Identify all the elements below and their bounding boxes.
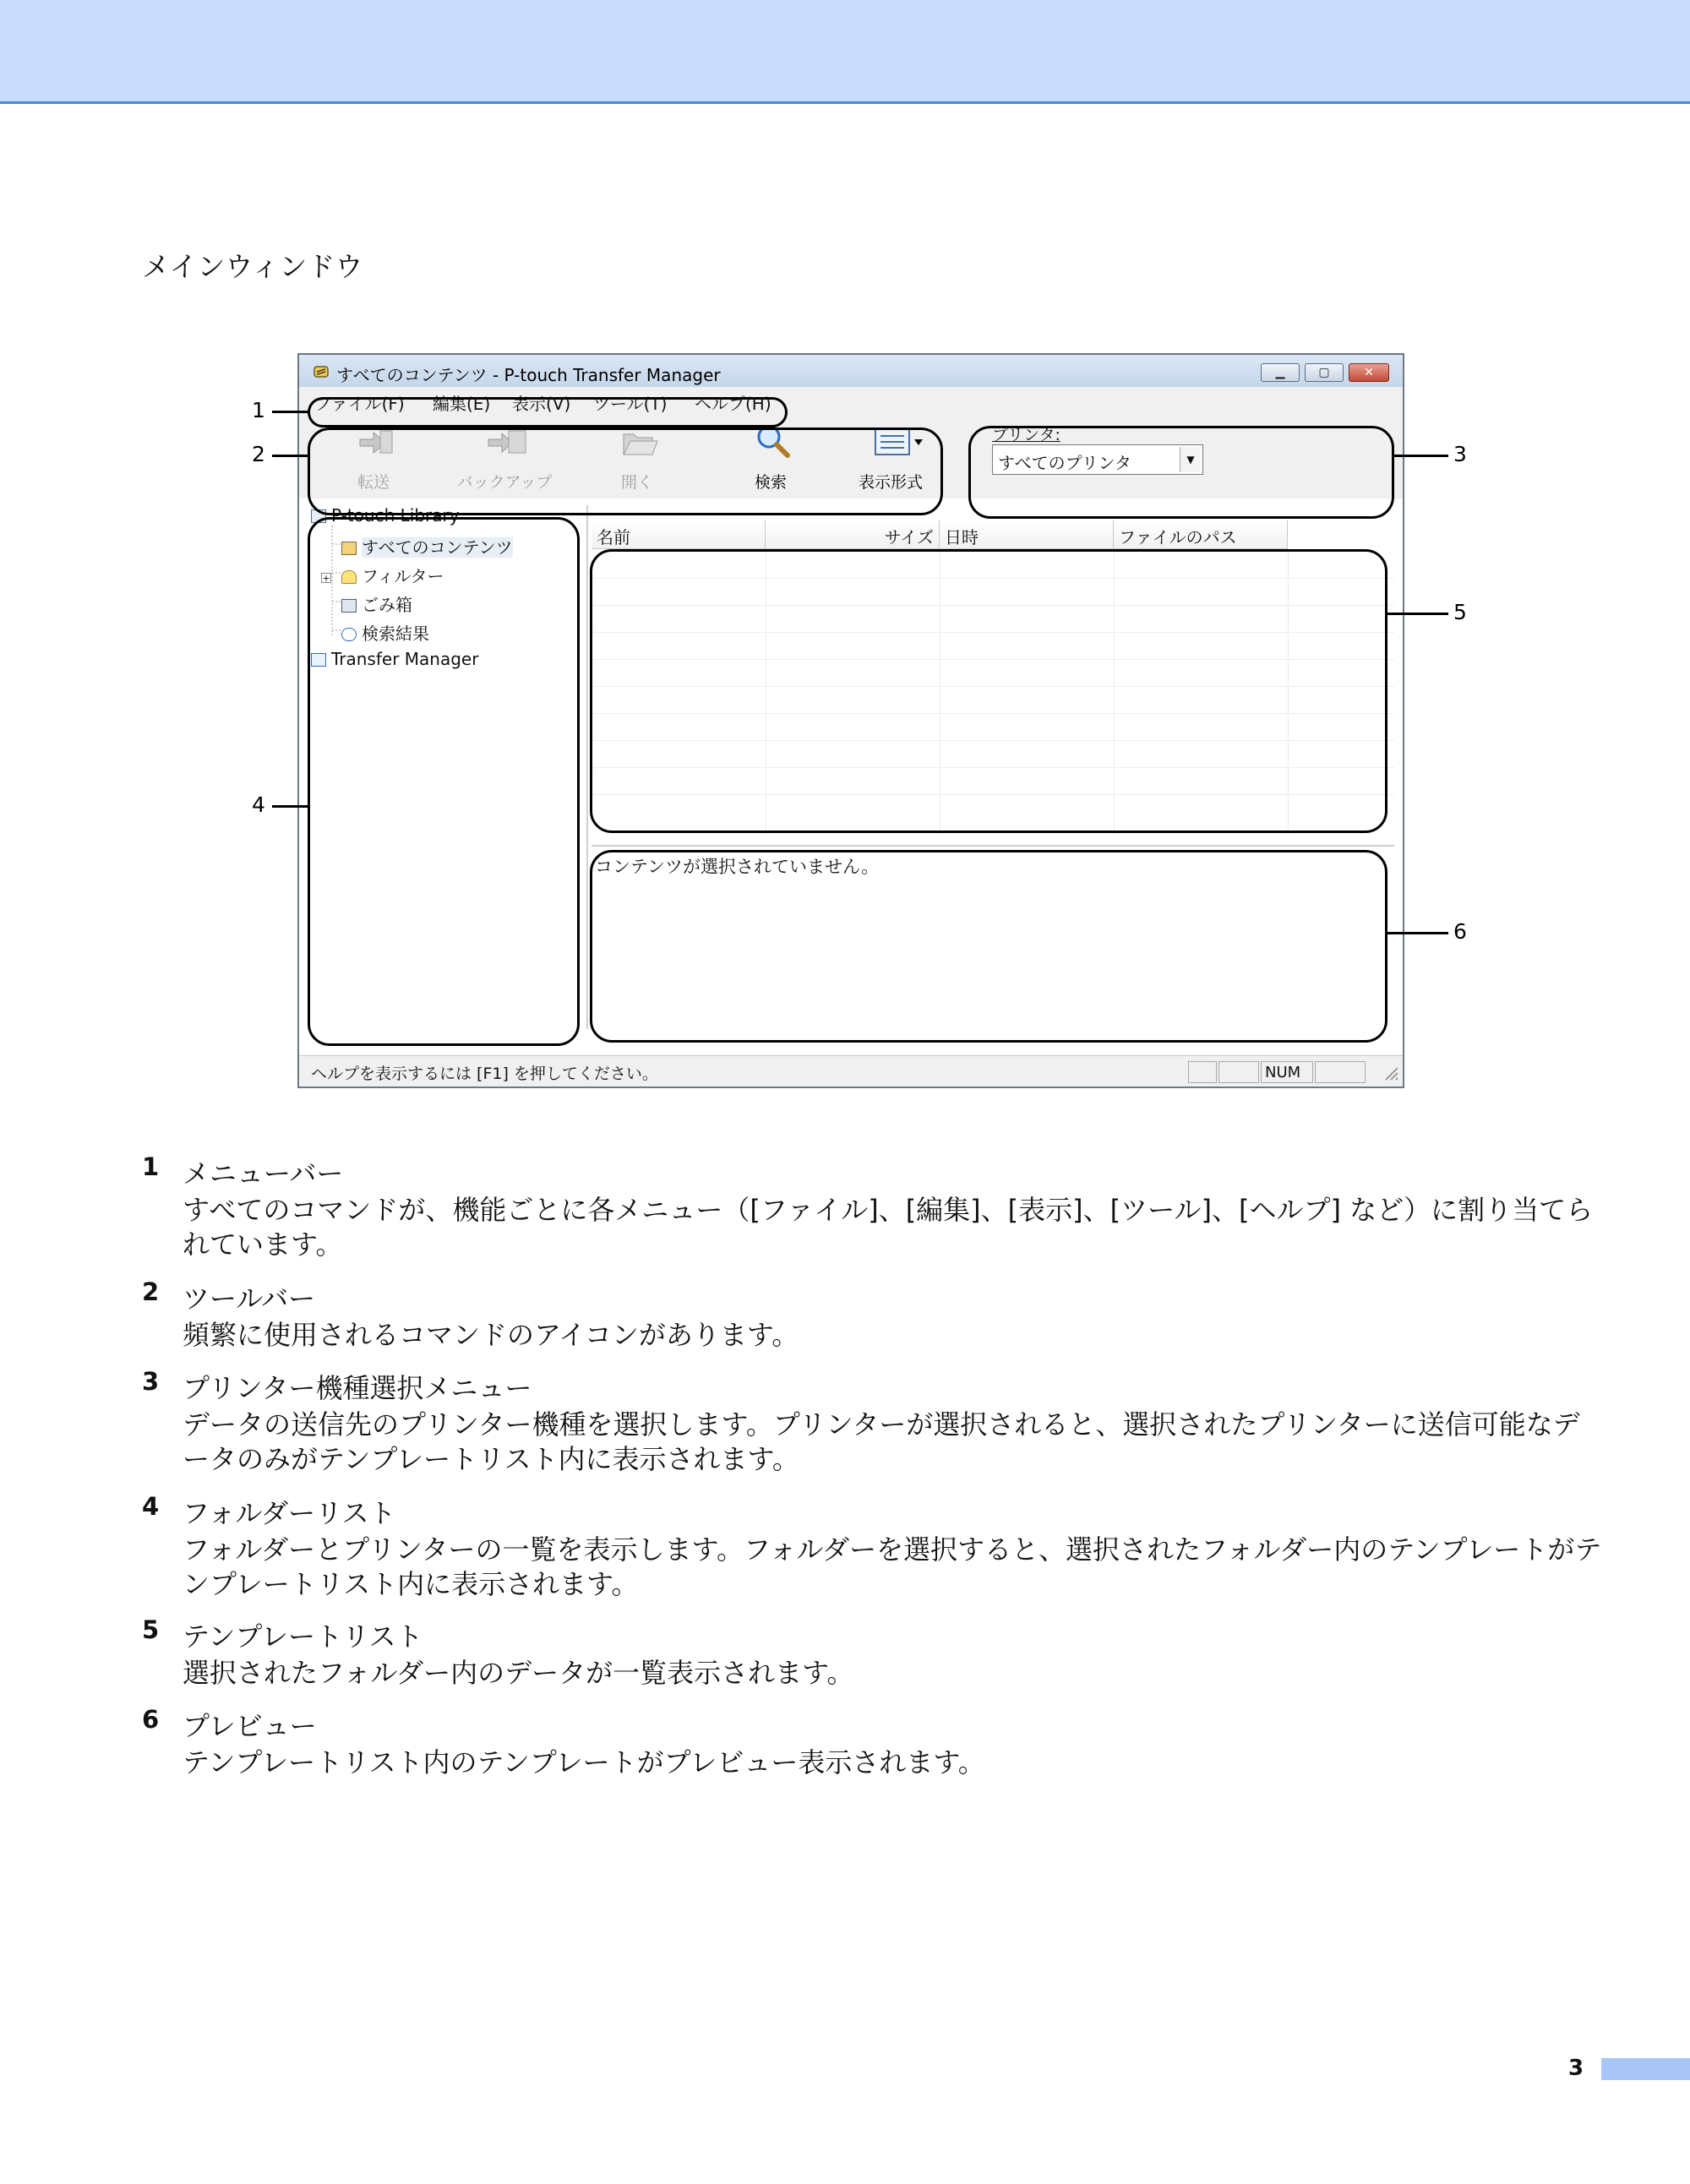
callout-line: [272, 455, 309, 457]
callout-line: [1394, 455, 1448, 457]
tree-item-search-results[interactable]: 検索結果: [341, 620, 429, 645]
page-header-band: [0, 0, 1690, 104]
tree-item-transfer-manager[interactable]: Transfer Manager: [311, 649, 478, 669]
preview-message: コンテンツが選択されていません。: [595, 857, 880, 877]
description-number: 5: [142, 1615, 160, 1644]
callout-oval-toolbar: [308, 428, 943, 515]
printer-label: プリンタ:: [992, 426, 1060, 444]
maximize-button[interactable]: [1305, 363, 1344, 382]
column-header-size[interactable]: サイズ: [766, 520, 940, 549]
section-title: メインウィンドウ: [142, 250, 363, 283]
menu-view[interactable]: 表示(V): [512, 394, 571, 414]
search-label: 検索: [754, 473, 787, 492]
status-indicator: [1188, 1061, 1217, 1083]
minimize-button[interactable]: [1261, 363, 1300, 382]
open-label: 開く: [620, 473, 653, 492]
callout-line: [272, 805, 309, 808]
description-title: プリンター機種選択メニュー: [183, 1372, 532, 1404]
callout-number: 4: [252, 792, 265, 817]
column-header-path[interactable]: ファイルのパス: [1114, 520, 1288, 549]
menu-help[interactable]: ヘルプ(H): [695, 394, 771, 414]
view-style-label: 表示形式: [858, 473, 923, 492]
tree-item-trash[interactable]: ごみ箱: [341, 591, 412, 616]
page-tab-marker: [1601, 2058, 1690, 2080]
resize-grip-icon[interactable]: [1381, 1063, 1399, 1081]
status-indicator: [1315, 1061, 1366, 1083]
callout-line: [1387, 932, 1448, 934]
callout-line: [272, 411, 309, 413]
close-button[interactable]: [1349, 363, 1389, 382]
tree-item-filter[interactable]: フィルター: [341, 563, 444, 587]
ptouch-app-icon: [313, 363, 330, 380]
callout-number: 3: [1453, 442, 1467, 466]
callout-oval-folder-list: [308, 517, 580, 1046]
description-body: すべてのコマンドが、機能ごとに各メニュー（[ファイル]、[編集]、[表示]、[ツール]、[ヘルプ] など）に割り当てられています。: [183, 1194, 1594, 1261]
close-icon: ✕: [1364, 366, 1374, 379]
num-lock-indicator: NUM: [1261, 1061, 1313, 1083]
description-body: 選択されたフォルダー内のデータが一覧表示されます。: [183, 1657, 854, 1689]
callout-oval-menubar: [308, 397, 788, 428]
description-number: 3: [142, 1367, 160, 1396]
description-title: プレビュー: [183, 1710, 317, 1742]
description-title: メニューバー: [183, 1157, 344, 1190]
description-number: 1: [142, 1152, 160, 1181]
callout-number: 1: [252, 398, 265, 422]
callout-oval-preview: [590, 850, 1387, 1043]
callout-number: 2: [252, 442, 265, 466]
description-number: 4: [142, 1492, 160, 1521]
status-indicator: [1218, 1061, 1259, 1083]
menu-file[interactable]: ファイル(F): [314, 394, 405, 414]
title-bar: [299, 355, 1403, 387]
callout-number: 6: [1453, 919, 1467, 944]
printer-select-value: すべてのプリンタ: [998, 453, 1131, 473]
expand-icon[interactable]: +: [322, 573, 330, 584]
status-text: ヘルプを表示するには [F1] を押してください。: [311, 1065, 658, 1083]
maximize-icon: ▢: [1318, 366, 1330, 379]
description-body: テンプレートリスト内のテンプレートがプレビュー表示されます。: [183, 1746, 985, 1778]
description-title: ツールバー: [183, 1283, 316, 1315]
callout-line: [1387, 613, 1448, 615]
minimize-icon: ▁: [1275, 366, 1285, 379]
menu-edit[interactable]: 編集(E): [433, 394, 491, 414]
page-number: 3: [1568, 2056, 1584, 2081]
window-title: すべてのコンテンツ - P-touch Transfer Manager: [336, 365, 721, 385]
tree-item-all-contents[interactable]: すべてのコンテンツ: [341, 534, 513, 558]
callout-oval-template-list: [590, 549, 1387, 833]
description-title: テンプレートリスト: [183, 1620, 423, 1653]
description-title: フォルダーリスト: [183, 1497, 396, 1529]
description-body: フォルダーとプリンターの一覧を表示します。フォルダーを選択すると、選択されたフォルダー内のテンプレートがテンプレートリスト内に表示されます。: [183, 1533, 1602, 1600]
column-header-date[interactable]: 日時: [940, 520, 1114, 549]
callout-oval-printer: [968, 426, 1394, 519]
description-body: 頻繁に使用されるコマンドのアイコンがあります。: [183, 1319, 799, 1351]
backup-label: バックアップ: [456, 473, 553, 492]
tree-root[interactable]: P-touch Library: [311, 505, 460, 526]
description-number: 2: [142, 1277, 160, 1306]
chevron-down-icon[interactable]: ▼: [1180, 447, 1201, 472]
menu-tools[interactable]: ツール(T): [593, 394, 668, 414]
description-body: データの送信先のプリンター機種を選択します。プリンターが選択されると、選択されたプリンターに送信可能なデータのみがテンプレートリスト内に表示されます。: [183, 1408, 1580, 1475]
description-number: 6: [142, 1705, 160, 1734]
status-bar: [299, 1055, 1403, 1087]
column-header-name[interactable]: 名前: [592, 520, 766, 549]
callout-number: 5: [1453, 600, 1467, 624]
transfer-label: 転送: [357, 473, 390, 492]
